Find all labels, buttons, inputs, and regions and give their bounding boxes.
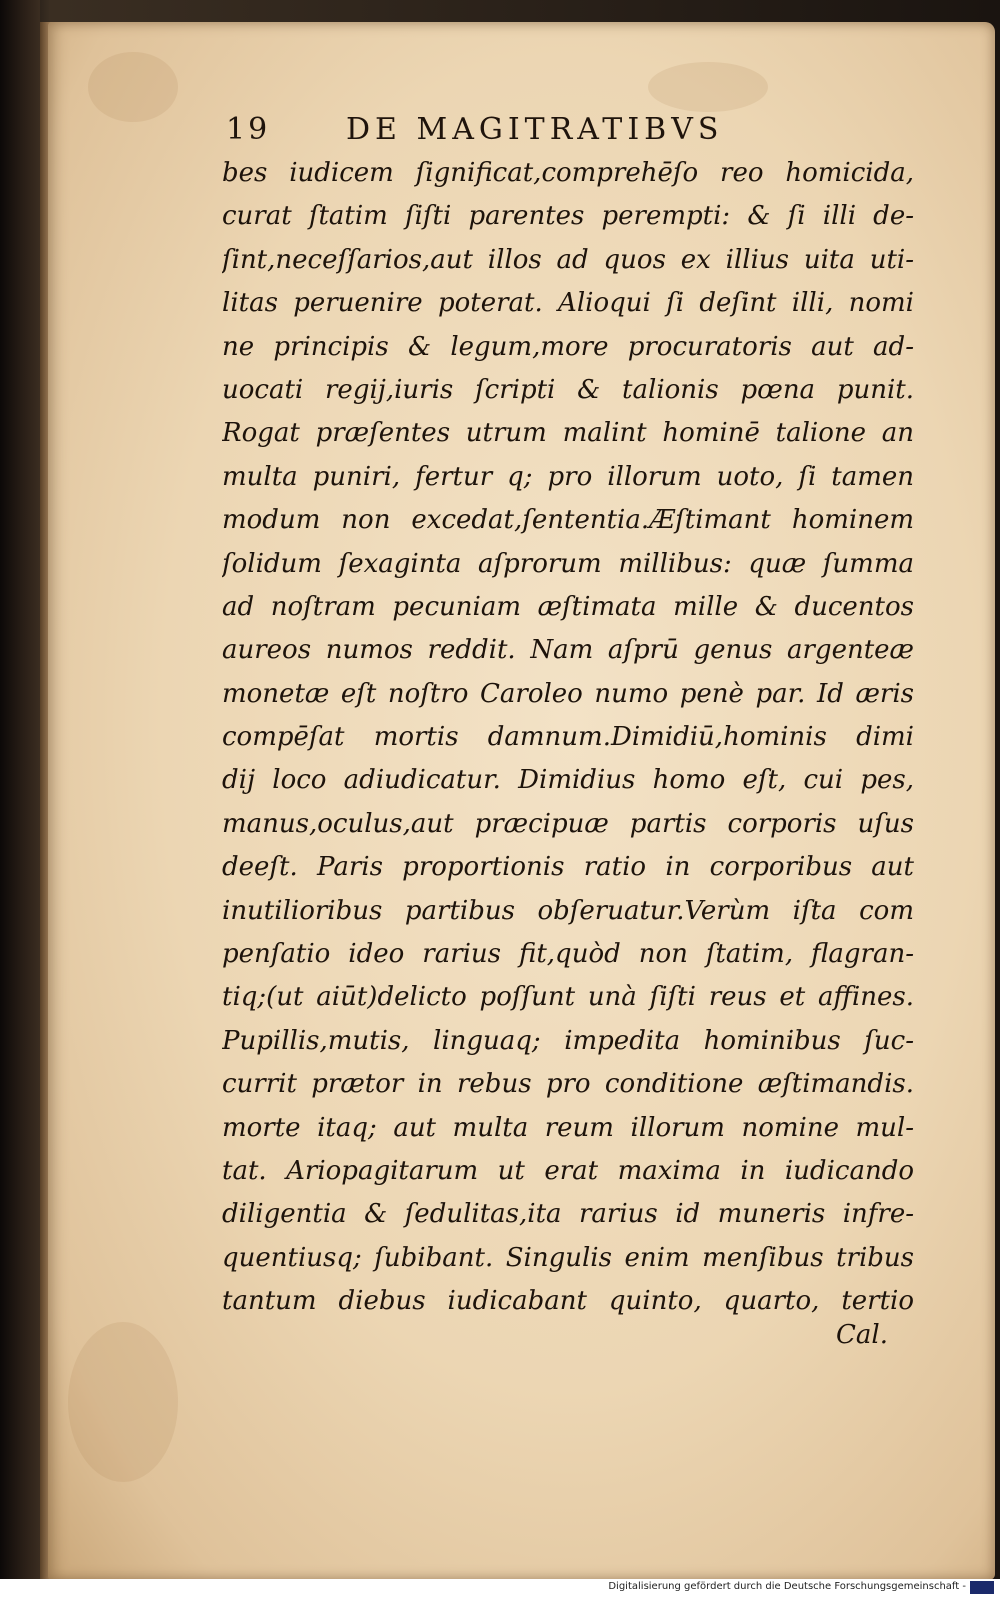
text-line: monetæ eſt noſtro Caroleo numo penè par. Id æris <box>222 678 914 709</box>
text-line: diligentia & ſedulitas,ita rarius id muneris infre- <box>222 1199 914 1230</box>
text-line: tantum diebus iudicabant quinto, quarto, tertio <box>222 1286 914 1317</box>
text-line: tiq;(ut aiūt)delicto poſſunt unà ſiſti reus et affines. <box>222 982 914 1013</box>
text-line: uocati regij,iuris ſcripti & talionis pœna punit. <box>222 374 914 405</box>
text-line: compēſat mortis damnum.Dimidiū,hominis dimi <box>222 722 914 753</box>
text-line: ad noſtram pecuniam æſtimata mille & ducentos <box>222 591 914 622</box>
text-line: inutilioribus partibus obſeruatur.Verùm iſta com <box>222 895 914 926</box>
catchword: Cal. <box>836 1320 888 1350</box>
body-text <box>222 152 914 1324</box>
text-line: penſatio ideo rarius fit,quòd non ſtatim, flagran- <box>222 939 914 970</box>
text-line: ne principis & legum,more procuratoris aut ad- <box>222 331 914 362</box>
paper-stain <box>88 52 178 122</box>
text-line: morte itaq; aut multa reum illorum nomine mul- <box>222 1112 914 1143</box>
text-line: quentiusq; ſubibant. Singulis enim menſibus tribus <box>222 1242 914 1273</box>
text-line: ſint,neceſſarios,aut illos ad quos ex illius uita uti- <box>222 244 914 275</box>
running-head <box>226 112 846 147</box>
text-line: ſolidum ſexaginta aſprorum millibus: quæ ſumma <box>222 548 914 579</box>
text-line: multa puniri, fertur q; pro illorum uoto, ſi tamen <box>222 461 914 492</box>
text-line: bes iudicem ſignificat,comprehēſo reo homicida, <box>222 158 914 188</box>
dfg-logo <box>970 1581 994 1594</box>
page-number: 19 <box>226 112 271 147</box>
text-line: dij loco adiudicatur. Dimidius homo eſt, cui pes, <box>222 765 914 796</box>
paper-stain <box>68 1322 178 1482</box>
text-line: deeſt. Paris proportionis ratio in corporibus aut <box>222 852 914 883</box>
running-head-title: DE MAGITRATIBVS <box>346 112 724 147</box>
book-spine-edge <box>0 0 40 1597</box>
text-line: currit prætor in rebus pro conditione æſtimandis. <box>222 1069 914 1100</box>
text-line: modum non excedat,ſententia.Æſtimant hominem <box>222 505 914 536</box>
paper-stain <box>648 62 768 112</box>
text-line: aureos numos reddit. Nam aſprū genus argenteæ <box>222 635 914 666</box>
text-line: curat ſtatim ſiſti parentes perempti: & ſi illi de- <box>222 201 914 232</box>
text-line: tat. Ariopagitarum ut erat maxima in iudicando <box>222 1155 914 1186</box>
text-line: Rogat præſentes utrum malint hominē talione an <box>222 418 914 449</box>
text-line: Pupillis,mutis, linguaq; impedita hominibus ſuc- <box>222 1025 914 1056</box>
text-line: litas peruenire poterat. Alioqui ſi deſint illi, nomi <box>222 288 914 319</box>
footer-credit: Digitalisierung gefördert durch die Deutsche Forschungsgemeinschaft - <box>608 1581 966 1592</box>
text-line: manus,oculus,aut præcipuæ partis corporis uſus <box>222 808 914 839</box>
